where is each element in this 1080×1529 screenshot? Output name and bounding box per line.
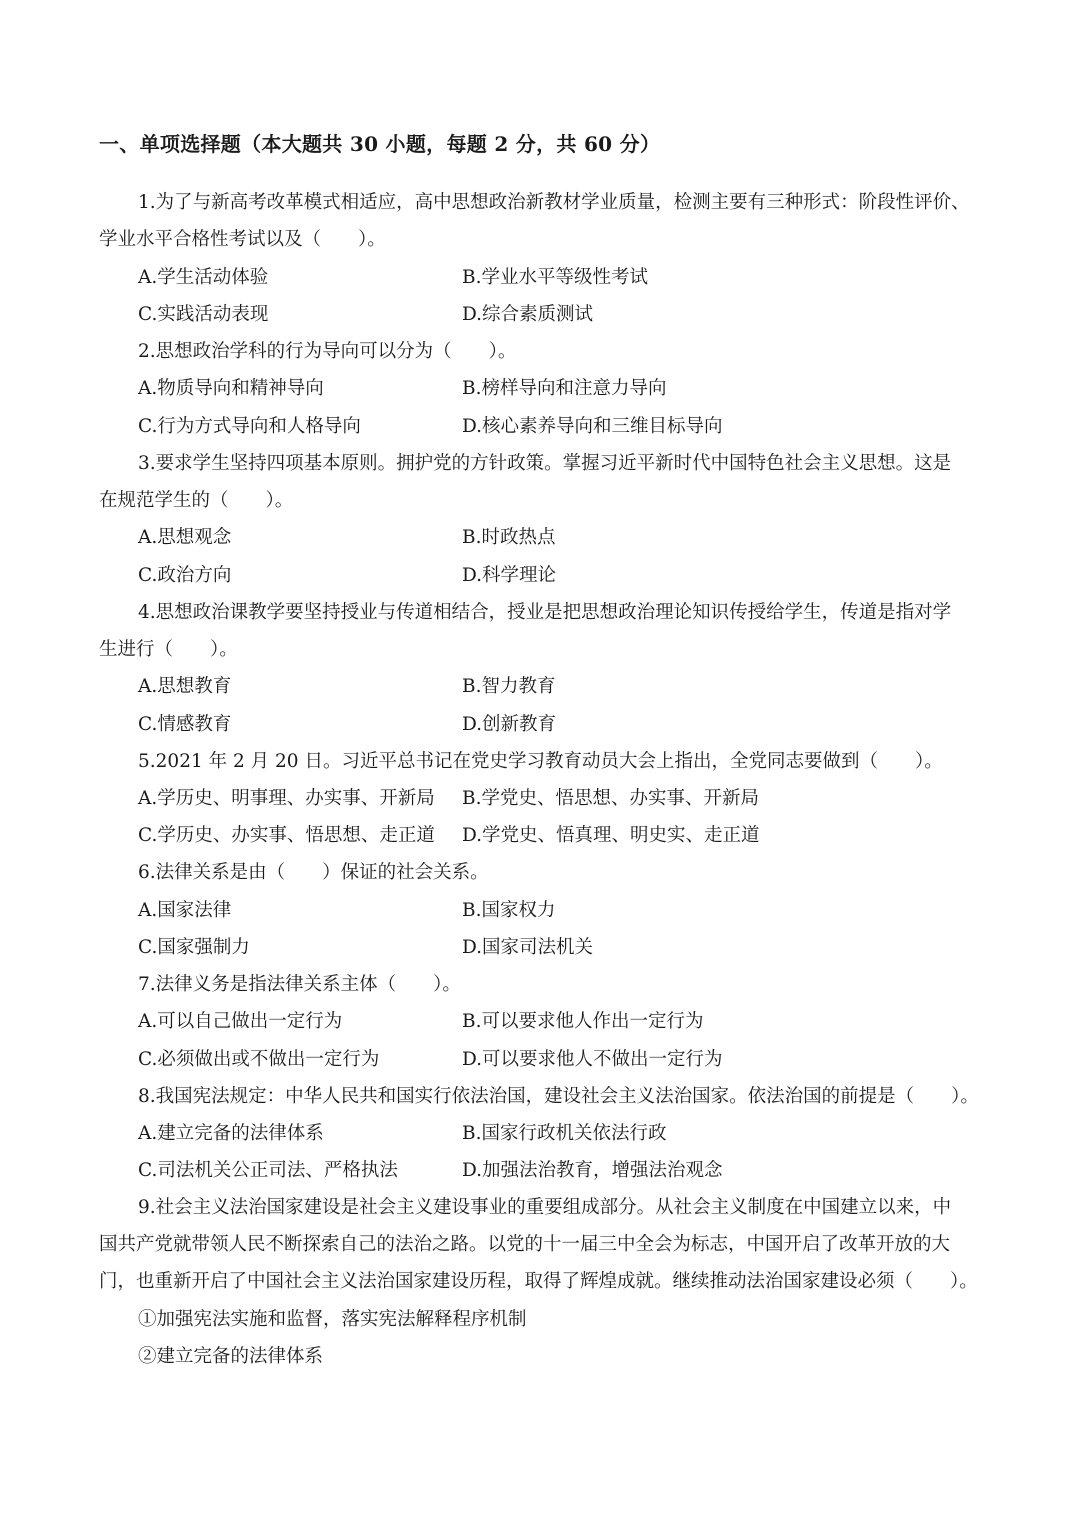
section-heading: 一、单项选择题（本大题共 30 小题，每题 2 分，共 60 分） bbox=[99, 132, 661, 156]
question-1-stem-line-1: 1.为了与新高考改革模式相适应，高中思想政治新教材学业质量，检测主要有三种形式：阶段性评价、 bbox=[138, 192, 970, 213]
question-1-option-c: C.实践活动表现 bbox=[138, 304, 269, 325]
question-5-option-a: A.学历史、明事理、办实事、开新局 bbox=[138, 788, 435, 809]
question-4-option-a: A.思想教育 bbox=[138, 676, 232, 697]
question-2-stem-line-1: 2.思想政治学科的行为导向可以分为（ ）。 bbox=[138, 341, 517, 362]
question-3-stem-line-2: 在规范学生的（ ）。 bbox=[99, 490, 294, 511]
question-7-option-d: D.可以要求他人不做出一定行为 bbox=[462, 1049, 723, 1070]
question-3-stem-line-1: 3.要求学生坚持四项基本原则。拥护党的方针政策。掌握习近平新时代中国特色社会主义思想。这是 bbox=[138, 453, 952, 474]
question-4-stem-line-2: 生进行（ ）。 bbox=[99, 639, 238, 660]
question-2-option-b: B.榜样导向和注意力导向 bbox=[462, 378, 667, 399]
question-4-option-c: C.情感教育 bbox=[138, 714, 232, 735]
question-5-option-b: B.学党史、悟思想、办实事、开新局 bbox=[462, 788, 759, 809]
question-3-option-c: C.政治方向 bbox=[138, 565, 232, 586]
question-1-option-b: B.学业水平等级性考试 bbox=[462, 267, 648, 288]
question-7-option-a: A.可以自己做出一定行为 bbox=[138, 1011, 343, 1032]
question-6-option-c: C.国家强制力 bbox=[138, 937, 250, 958]
question-6-stem-line-1: 6.法律关系是由（ ）保证的社会关系。 bbox=[138, 862, 489, 883]
question-8-option-a: A.建立完备的法律体系 bbox=[138, 1123, 324, 1144]
question-5-stem-line-1: 5.2021 年 2 月 20 日。习近平总书记在党史学习教育动员大会上指出，全党同志要做到（ ）。 bbox=[138, 751, 943, 772]
question-1-option-a: A.学生活动体验 bbox=[138, 267, 269, 288]
question-2-option-a: A.物质导向和精神导向 bbox=[138, 378, 324, 399]
question-6-option-b: B.国家权力 bbox=[462, 900, 556, 921]
question-8-option-b: B.国家行政机关依法行政 bbox=[462, 1123, 667, 1144]
question-9-item-1: ①加强宪法实施和监督，落实宪法解释程序机制 bbox=[138, 1309, 527, 1330]
question-5-option-c: C.学历史、办实事、悟思想、走正道 bbox=[138, 825, 435, 846]
question-7-option-b: B.可以要求他人作出一定行为 bbox=[462, 1011, 704, 1032]
question-7-option-c: C.必须做出或不做出一定行为 bbox=[138, 1049, 380, 1070]
question-7-stem-line-1: 7.法律义务是指法律关系主体（ ）。 bbox=[138, 974, 461, 995]
question-6-option-d: D.国家司法机关 bbox=[462, 937, 594, 958]
question-3-option-b: B.时政热点 bbox=[462, 527, 556, 548]
question-4-option-d: D.创新教育 bbox=[462, 714, 557, 735]
question-8-stem-line-1: 8.我国宪法规定：中华人民共和国实行依法治国，建设社会主义法治国家。依法治国的前提是（ ）。 bbox=[138, 1086, 979, 1107]
question-8-option-d: D.加强法治教育，增强法治观念 bbox=[462, 1160, 723, 1181]
question-8-option-c: C.司法机关公正司法、严格执法 bbox=[138, 1160, 398, 1181]
question-9-stem-line-2: 国共产党就带领人民不断探索自己的法治之路。以党的十一届三中全会为标志，中国开启了改革开放的大 bbox=[99, 1234, 951, 1255]
question-2-option-d: D.核心素养导向和三维目标导向 bbox=[462, 416, 723, 437]
question-2-option-c: C.行为方式导向和人格导向 bbox=[138, 416, 361, 437]
question-4-option-b: B.智力教育 bbox=[462, 676, 556, 697]
question-9-stem-line-1: 9.社会主义法治国家建设是社会主义建设事业的重要组成部分。从社会主义制度在中国建立以来，中 bbox=[138, 1197, 952, 1218]
question-1-stem-line-2: 学业水平合格性考试以及（ ）。 bbox=[99, 229, 386, 250]
question-1-option-d: D.综合素质测试 bbox=[462, 304, 594, 325]
question-5-option-d: D.学党史、悟真理、明史实、走正道 bbox=[462, 825, 760, 846]
question-9-stem-line-3: 门，也重新开启了中国社会主义法治国家建设历程，取得了辉煌成就。继续推动法治国家建设必须（ ）。 bbox=[99, 1271, 978, 1292]
question-4-stem-line-1: 4.思想政治课教学要坚持授业与传道相结合，授业是把思想政治理论知识传授给学生，传道是指对学 bbox=[138, 602, 952, 623]
question-3-option-a: A.思想观念 bbox=[138, 527, 232, 548]
question-9-item-2: ②建立完备的法律体系 bbox=[138, 1346, 324, 1367]
question-3-option-d: D.科学理论 bbox=[462, 565, 557, 586]
question-6-option-a: A.国家法律 bbox=[138, 900, 232, 921]
